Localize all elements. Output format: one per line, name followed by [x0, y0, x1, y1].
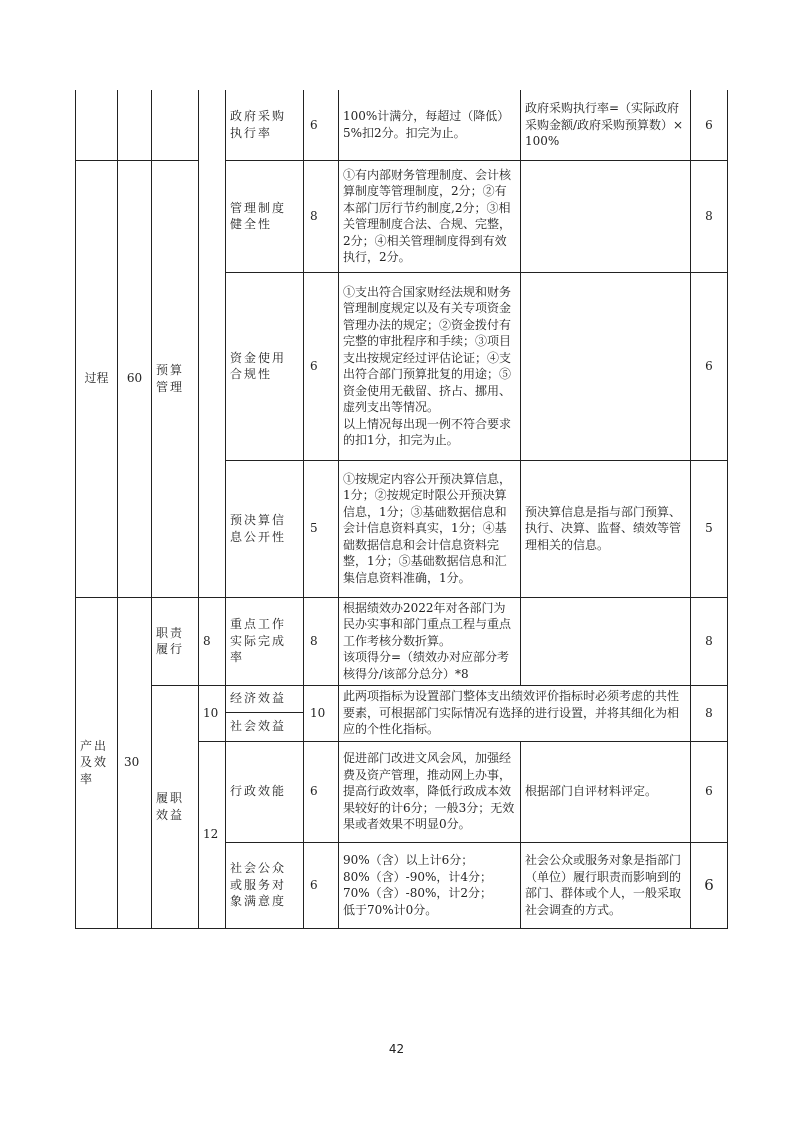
level1-weight: 30: [118, 597, 152, 928]
indicator-name: 重点工作实际完成率: [226, 597, 304, 685]
scoring-standard: [339, 842, 521, 928]
scoring-standard: 100%计满分，每超过（降低）5%扣2分。扣完为止。: [339, 90, 521, 160]
level2-indicator: 履职效益: [152, 685, 199, 928]
indicator-note: [521, 160, 691, 272]
indicator-weight: 6: [304, 842, 339, 928]
score: 8: [691, 685, 728, 741]
score: 8: [691, 597, 728, 685]
level2-indicator: 预算管理: [152, 160, 199, 597]
indicator-weight: 8: [304, 160, 339, 272]
scoring-standard: 促进部门改进文风会风，加强经费及资产管理，推动网上办事，提高行政效率，降低行政成本效果较好的计6分；一般3分；无效果或者效果不明显0分。: [339, 741, 521, 842]
table-row: [76, 90, 728, 160]
indicator-name: 政府采购执行率: [226, 90, 304, 160]
scoring-standard: [339, 272, 521, 460]
scoring-standard: [339, 597, 521, 685]
table-row: [76, 685, 728, 712]
level2-weight: 8: [199, 597, 226, 685]
level2-indicator: 职责履行: [152, 597, 199, 685]
scoring-standard: 此两项指标为设置部门整体支出绩效评价指标时必须考虑的共性要素，可根据部门实际情况有选择的进行设置，并将其细化为相应的个性化指标。: [339, 685, 691, 741]
score: 8: [691, 160, 728, 272]
table-row: [76, 597, 728, 685]
indicator-name: 资金使用合规性: [226, 272, 304, 460]
empty-cell: [76, 90, 118, 160]
indicator-name: 社会公众或服务对象满意度: [226, 842, 304, 928]
standard-text: ①支出符合国家财经法规和财务管理制度规定以及有关专项资金管理办法的规定；②资金拨付有完整的审批程序和手续；③项目支出按规定经过评估论证；④支出符合部门预算批复的用途；⑤资金使用无截留、挤占、挪用、虚列支出等情况。: [343, 284, 512, 414]
indicator-name: 管理制度健全性: [226, 160, 304, 272]
indicator-note: 社会公众或服务对象是指部门（单位）履行职责而影响到的部门、群体或个人，一般采取社会调查的方式。: [521, 842, 691, 928]
standard-line: 80%（含）-90%，计4分；: [343, 869, 493, 884]
level1-indicator: 过程: [76, 160, 118, 597]
indicator-weight: 6: [304, 741, 339, 842]
indicator-weight: 5: [304, 460, 339, 597]
score: 6: [691, 741, 728, 842]
indicator-name: 社会效益: [226, 712, 304, 741]
empty-cell: [152, 90, 199, 160]
level1-indicator: 产出及效率: [76, 597, 118, 928]
indicator-weight: 6: [304, 272, 339, 460]
table-row: [76, 160, 728, 272]
empty-cell: [118, 90, 152, 160]
indicator-note: 根据部门自评材料评定。: [521, 741, 691, 842]
score: 6: [691, 90, 728, 160]
score: 6: [691, 272, 728, 460]
level1-weight: 60: [118, 160, 152, 597]
standard-line: 低于70%计0分。: [343, 902, 438, 917]
standard-line: 70%（含）-80%，计2分；: [343, 886, 493, 900]
scoring-standard: ①有内部财务管理制度、会计核算制度等管理制度，2分；②有本部门厉行节约制度,2分；③相关管理制度合法、合规、完整，2分；④相关管理制度得到有效执行，2分。: [339, 160, 521, 272]
score: 6: [691, 842, 728, 928]
empty-cell: [199, 90, 226, 597]
standard-line: 90%（含）以上计6分；: [343, 853, 474, 867]
indicator-note: 预决算信息是指与部门预算、执行、决算、监督、绩效等管理相关的信息。: [521, 460, 691, 597]
level2-weight: 12: [199, 741, 226, 928]
indicator-name: 预决算信息公开性: [226, 460, 304, 597]
indicator-note: [521, 597, 691, 685]
indicator-weight: 6: [304, 90, 339, 160]
indicator-weight: 10: [304, 685, 339, 741]
indicator-note: [521, 272, 691, 460]
indicator-note: 政府采购执行率=（实际政府采购金额/政府采购预算数）×100%: [521, 90, 691, 160]
standard-text: 该项得分=（绩效办对应部分考核得分/该部分总分）*8: [343, 650, 510, 681]
page-number: 42: [388, 1042, 405, 1056]
indicator-name: 行政效能: [226, 741, 304, 842]
level2-weight: 10: [199, 685, 226, 741]
standard-text: 根据绩效办2022年对各部门为民办实事和部门重点工程与重点工作考核分数折算。: [343, 600, 512, 648]
score: 5: [691, 460, 728, 597]
scoring-standard: ①按规定内容公开预决算信息，1分；②按规定时限公开预决算信息，1分；③基础数据信息和会计信息资料真实，1分；④基础数据信息和会计信息资料完整，1分；⑤基础数据信息和汇集信息资料准确，1分。: [339, 460, 521, 597]
standard-text: 以上情况每出现一例不符合要求的扣1分，扣完为止。: [343, 416, 512, 447]
indicator-name: 经济效益: [226, 685, 304, 712]
performance-indicator-table: [75, 90, 728, 929]
indicator-weight: 8: [304, 597, 339, 685]
